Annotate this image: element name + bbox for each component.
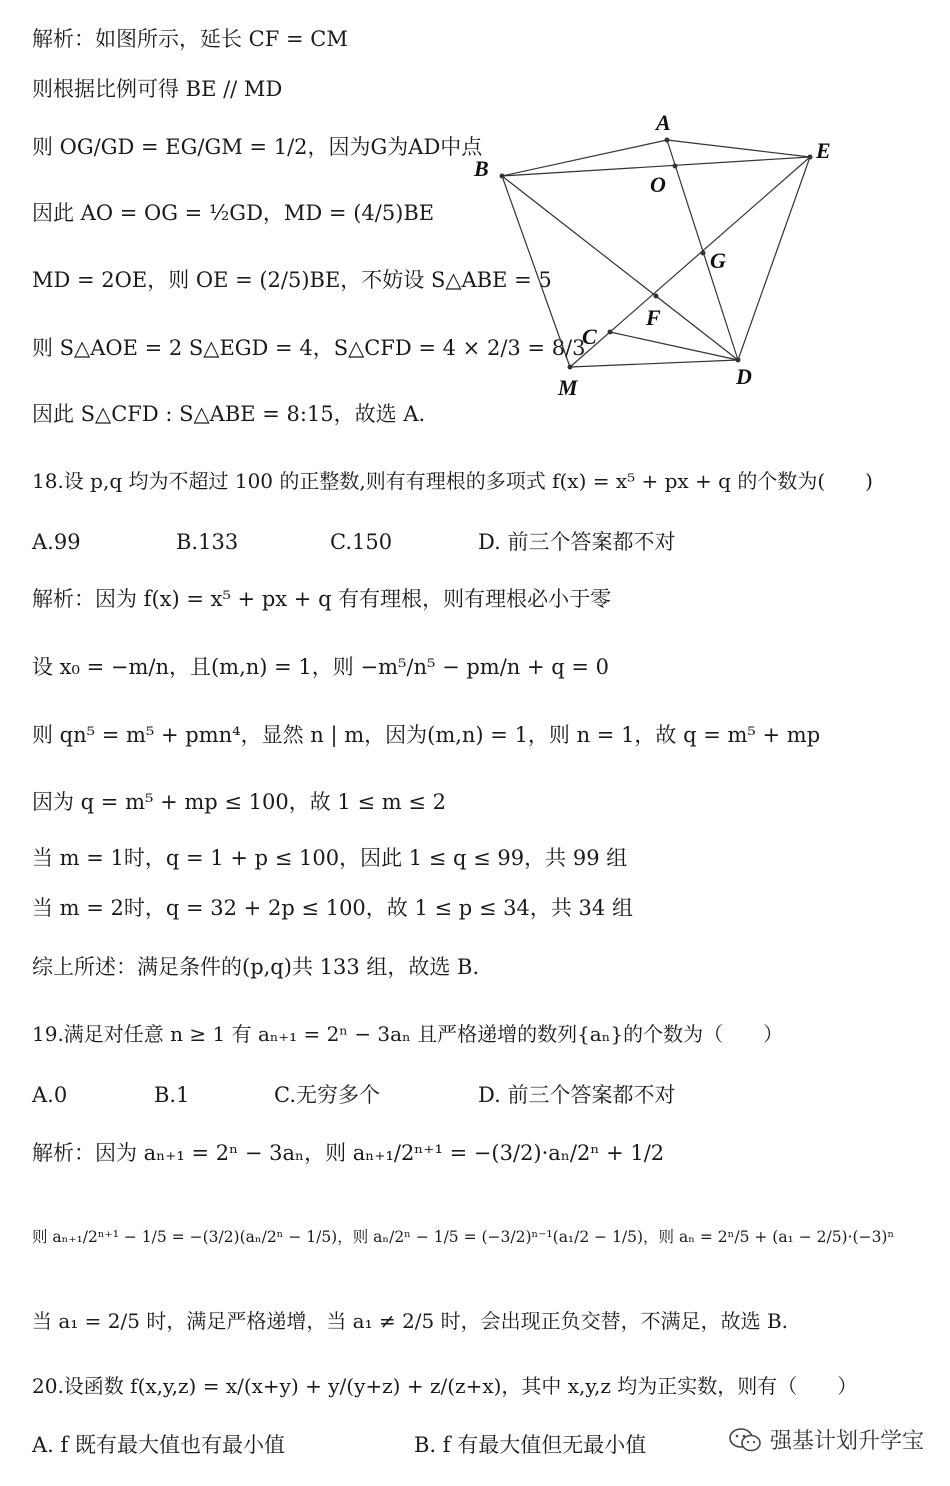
sol17-line-6: 则 S△AOE = 2 S△EGD = 4，S△CFD = 4 × 2/3 = 8/3 [32, 336, 586, 360]
point-A [665, 138, 670, 143]
q18-option-a: A.99 [32, 530, 81, 554]
watermark [728, 1424, 924, 1455]
point-B [500, 174, 505, 179]
point-M [568, 365, 573, 370]
sol17-line-3: 则 OG/GD = EG/GM = 1/2，因为G为AD中点 [32, 135, 483, 159]
q20-stem: 20.设函数 f(x,y,z) = x/(x+y) + y/(y+z) + z/(z+x)，其中 x,y,z 均为正实数，则有（ ） [32, 1374, 858, 1398]
label-A: A [656, 110, 671, 135]
q18-solution-4: 因为 q = m⁵ + mp ≤ 100，故 1 ≤ m ≤ 2 [32, 790, 446, 814]
q19-solution-1: 解析：因为 aₙ₊₁ = 2ⁿ − 3aₙ，则 aₙ₊₁/2ⁿ⁺¹ = −(3/2)·aₙ/2ⁿ + 1/2 [32, 1141, 665, 1165]
label-E: E [816, 138, 831, 163]
point-C [608, 330, 613, 335]
label-G: G [710, 248, 726, 273]
label-D: D [736, 364, 752, 389]
point-O [673, 164, 678, 169]
sol17-line-4: 因此 AO = OG = ½GD，MD = (4/5)BE [32, 201, 435, 225]
label-F: F [646, 305, 661, 330]
q18-option-c: C.150 [330, 530, 393, 554]
label-C: C [582, 324, 597, 349]
label-M: M [558, 375, 578, 400]
label-O: O [650, 172, 666, 197]
sol17-line-7: 因此 S△CFD : S△ABE = 8:15，故选 A. [32, 402, 426, 426]
geometry-figure [470, 110, 850, 410]
q20-option-b: B. f 有最大值但无最小值 [414, 1433, 647, 1457]
q18-solution-5: 当 m = 1时，q = 1 + p ≤ 100，因此 1 ≤ q ≤ 99，共 99 组 [32, 846, 628, 870]
sol17-line-5: MD = 2OE，则 OE = (2/5)BE，不妨设 S△ABE = 5 [32, 268, 552, 292]
point-E [808, 155, 813, 160]
q18-option-d: D. 前三个答案都不对 [478, 530, 676, 554]
sol17-line-1: 解析：如图所示，延长 CF = CM [32, 27, 348, 51]
q19-option-b: B.1 [154, 1083, 190, 1107]
q18-solution-6: 当 m = 2时，q = 32 + 2p ≤ 100，故 1 ≤ p ≤ 34，共 34 组 [32, 896, 633, 920]
q18-solution-1: 解析：因为 f(x) = x⁵ + px + q 有有理根，则有理根必小于零 [32, 587, 612, 611]
watermark-text: 强基计划升学宝 [770, 1429, 925, 1454]
q19-solution-2: 则 aₙ₊₁/2ⁿ⁺¹ − 1/5 = −(3/2)(aₙ/2ⁿ − 1/5)，则 aₙ/2ⁿ − 1/5 = (−3/2)ⁿ⁻¹(a₁/2 − 1/5)，则 aₙ = 2ⁿ/5 + (a₁ − 2/5)·(−3)ⁿ [32, 1228, 895, 1246]
sol17-line-2: 则根据比例可得 BE // MD [32, 77, 283, 101]
q18-solution-2: 设 x₀ = −m/n，且(m,n) = 1，则 −m⁵/n⁵ − pm/n + q = 0 [32, 655, 610, 679]
q19-option-c: C.无穷多个 [274, 1083, 380, 1107]
q19-solution-3: 当 a₁ = 2/5 时，满足严格递增，当 a₁ ≠ 2/5 时，会出现正负交替，不满足，故选 B. [32, 1309, 789, 1333]
q18-option-b: B.133 [176, 530, 239, 554]
q20-option-a: A. f 既有最大值也有最小值 [32, 1433, 285, 1457]
q19-option-a: A.0 [32, 1083, 68, 1107]
point-G [701, 251, 706, 256]
q19-option-d: D. 前三个答案都不对 [478, 1083, 676, 1107]
q18-stem: 18.设 p,q 均为不超过 100 的正整数,则有有理根的多项式 f(x) = x⁵ + px + q 的个数为( ) [32, 469, 873, 493]
label-B: B [474, 156, 489, 181]
q18-solution-3: 则 qn⁵ = m⁵ + pmn⁴，显然 n | m，因为(m,n) = 1，则 n = 1，故 q = m⁵ + mp [32, 723, 821, 747]
q19-stem: 19.满足对任意 n ≥ 1 有 aₙ₊₁ = 2ⁿ − 3aₙ 且严格递增的数列{aₙ}的个数为（ ） [32, 1022, 784, 1046]
point-F [654, 294, 659, 299]
point-D [736, 358, 741, 363]
wechat-icon [728, 1427, 762, 1453]
q18-solution-7: 综上所述：满足条件的(p,q)共 133 组，故选 B. [32, 955, 480, 979]
